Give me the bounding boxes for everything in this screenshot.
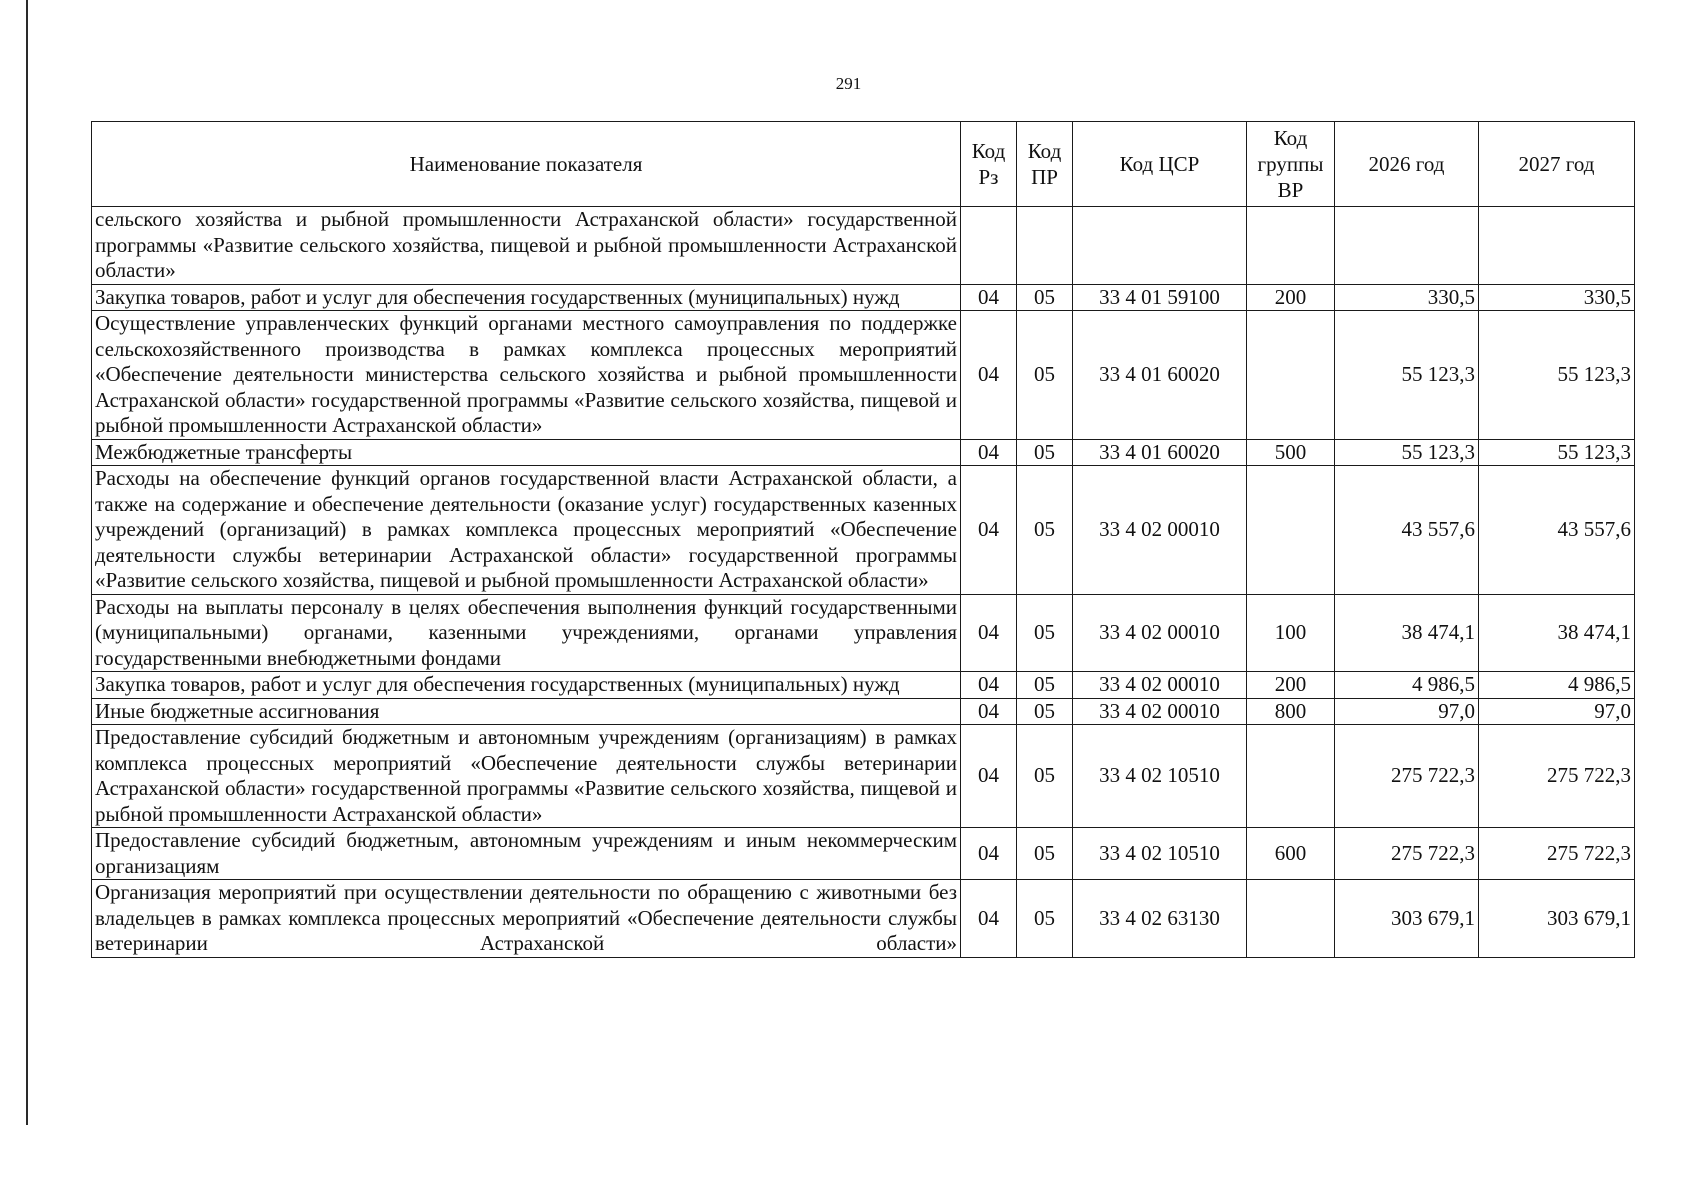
- row-name: Межбюджетные трансферты: [92, 439, 961, 466]
- row-name: Закупка товаров, работ и услуг для обеспечения государственных (муниципальных) нужд: [92, 672, 961, 699]
- row-name: Осуществление управленческих функций органами местного самоуправления по поддержке сельскохозяйственного производства в рамках комплекса процессных мероприятий «Обеспечение деятельности министерства сельского хозяйства и рыбной промышленности Астраханской области» государственной программы «Развитие сельского хозяйства, пищевой и рыбной промышленности Астраханской области»: [92, 311, 961, 440]
- row-value-2027: 38 474,1: [1479, 594, 1635, 672]
- row-kod-csr: 33 4 02 63130: [1073, 880, 1247, 958]
- table-row: [92, 725, 1635, 828]
- row-kod-csr: 33 4 02 10510: [1073, 725, 1247, 828]
- row-kod-vr: 600: [1247, 828, 1335, 880]
- row-kod-vr: 800: [1247, 698, 1335, 725]
- row-kod-pr: 05: [1017, 311, 1073, 440]
- page-number: 291: [835, 74, 862, 93]
- row-kod-csr: 33 4 02 00010: [1073, 594, 1247, 672]
- row-kod-vr: [1247, 207, 1335, 285]
- table-row: [92, 672, 1635, 699]
- row-kod-vr: 100: [1247, 594, 1335, 672]
- row-kod-rz: 04: [961, 311, 1017, 440]
- row-kod-pr: 05: [1017, 725, 1073, 828]
- row-kod-rz: 04: [961, 672, 1017, 699]
- table-header-row: [92, 122, 1635, 207]
- header-kod-vr: [1247, 122, 1335, 207]
- row-kod-rz: 04: [961, 284, 1017, 311]
- row-name: Закупка товаров, работ и услуг для обеспечения государственных (муниципальных) нужд: [92, 284, 961, 311]
- row-kod-pr: 05: [1017, 698, 1073, 725]
- row-kod-csr: 33 4 02 00010: [1073, 698, 1247, 725]
- header-kod-pr-line-1: Код: [1027, 139, 1062, 163]
- table-row: [92, 880, 1635, 958]
- row-kod-vr: [1247, 880, 1335, 958]
- row-kod-csr: 33 4 01 60020: [1073, 311, 1247, 440]
- header-kod-rz: [961, 122, 1017, 207]
- row-value-2026: 303 679,1: [1335, 880, 1479, 958]
- header-kod-rz-line-1: Код: [971, 139, 1006, 163]
- row-value-2026: [1335, 207, 1479, 285]
- row-value-2027: 55 123,3: [1479, 311, 1635, 440]
- row-name: Иные бюджетные ассигнования: [92, 698, 961, 725]
- row-kod-csr: 33 4 01 59100: [1073, 284, 1247, 311]
- row-value-2026: 55 123,3: [1335, 439, 1479, 466]
- row-kod-rz: 04: [961, 466, 1017, 595]
- row-kod-rz: 04: [961, 698, 1017, 725]
- header-kod-pr: [1017, 122, 1073, 207]
- row-kod-pr: 05: [1017, 880, 1073, 958]
- header-kod-pr-line-2: ПР: [1031, 165, 1058, 189]
- row-value-2027: 55 123,3: [1479, 439, 1635, 466]
- page-binding-line: [26, 0, 28, 1125]
- table-row: [92, 594, 1635, 672]
- row-value-2027: 330,5: [1479, 284, 1635, 311]
- row-kod-vr: [1247, 311, 1335, 440]
- row-kod-rz: 04: [961, 594, 1017, 672]
- row-kod-rz: 04: [961, 880, 1017, 958]
- row-kod-rz: 04: [961, 439, 1017, 466]
- row-kod-csr: [1073, 207, 1247, 285]
- row-kod-vr: 200: [1247, 284, 1335, 311]
- row-value-2027: 275 722,3: [1479, 828, 1635, 880]
- table-row: [92, 207, 1635, 285]
- row-name: Расходы на обеспечение функций органов государственной власти Астраханской области, а также на содержание и обеспечение деятельности (оказание услуг) государственных казенных учреждений (организаций) в рамках комплекса процессных мероприятий «Обеспечение деятельности службы ветеринарии Астраханской области» государственной программы «Развитие сельского хозяйства, пищевой и рыбной промышленности Астраханской области»: [92, 466, 961, 595]
- row-kod-rz: 04: [961, 725, 1017, 828]
- row-kod-vr: [1247, 725, 1335, 828]
- row-name: Расходы на выплаты персоналу в целях обеспечения выполнения функций государственными (муниципальными) органами, казенными учреждениями, органами управления государственными внебюджетными фондами: [92, 594, 961, 672]
- table-row: [92, 284, 1635, 311]
- header-kod-rz-line-2: Рз: [978, 165, 999, 189]
- row-kod-pr: 05: [1017, 466, 1073, 595]
- row-value-2026: 97,0: [1335, 698, 1479, 725]
- table-row: [92, 311, 1635, 440]
- row-kod-vr: 200: [1247, 672, 1335, 699]
- header-kod-vr-line-1: Код: [1273, 126, 1308, 150]
- row-value-2027: [1479, 207, 1635, 285]
- row-name: сельского хозяйства и рыбной промышленности Астраханской области» государственной программы «Развитие сельского хозяйства, пищевой и рыбной промышленности Астраханской области»: [92, 207, 961, 285]
- row-name: Предоставление субсидий бюджетным и автономным учреждениям (организациям) в рамках комплекса процессных мероприятий «Обеспечение деятельности службы ветеринарии Астраханской области» государственной программы «Развитие сельского хозяйства, пищевой и рыбной промышленности Астраханской области»: [92, 725, 961, 828]
- row-kod-pr: 05: [1017, 828, 1073, 880]
- budget-table: [91, 121, 1635, 958]
- row-kod-csr: 33 4 02 00010: [1073, 672, 1247, 699]
- row-value-2026: 43 557,6: [1335, 466, 1479, 595]
- row-value-2027: 275 722,3: [1479, 725, 1635, 828]
- row-value-2027: 97,0: [1479, 698, 1635, 725]
- header-name: Наименование показателя: [92, 122, 961, 207]
- header-kod-csr: Код ЦСР: [1073, 122, 1247, 207]
- row-value-2026: 275 722,3: [1335, 828, 1479, 880]
- header-kod-vr-line-2: группы: [1257, 152, 1324, 176]
- row-value-2026: 330,5: [1335, 284, 1479, 311]
- row-name: Предоставление субсидий бюджетным, автономным учреждениям и иным некоммерческим организациям: [92, 828, 961, 880]
- row-kod-rz: 04: [961, 828, 1017, 880]
- row-kod-pr: 05: [1017, 672, 1073, 699]
- table-row: [92, 698, 1635, 725]
- row-kod-vr: [1247, 466, 1335, 595]
- header-kod-vr-line-3: ВР: [1277, 178, 1304, 202]
- header-year-2026: 2026 год: [1335, 122, 1479, 207]
- row-name: Организация мероприятий при осуществлении деятельности по обращению с животными без владельцев в рамках комплекса процессных мероприятий «Обеспечение деятельности службы ветеринарии Астраханской области»: [92, 880, 961, 958]
- row-kod-pr: 05: [1017, 284, 1073, 311]
- row-value-2027: 4 986,5: [1479, 672, 1635, 699]
- row-kod-pr: 05: [1017, 439, 1073, 466]
- row-kod-csr: 33 4 02 00010: [1073, 466, 1247, 595]
- row-value-2027: 43 557,6: [1479, 466, 1635, 595]
- row-value-2026: 4 986,5: [1335, 672, 1479, 699]
- row-value-2026: 55 123,3: [1335, 311, 1479, 440]
- row-value-2026: 38 474,1: [1335, 594, 1479, 672]
- row-value-2026: 275 722,3: [1335, 725, 1479, 828]
- row-kod-csr: 33 4 01 60020: [1073, 439, 1247, 466]
- row-kod-rz: [961, 207, 1017, 285]
- header-year-2027: 2027 год: [1479, 122, 1635, 207]
- row-kod-pr: 05: [1017, 594, 1073, 672]
- row-kod-pr: [1017, 207, 1073, 285]
- row-kod-vr: 500: [1247, 439, 1335, 466]
- row-value-2027: 303 679,1: [1479, 880, 1635, 958]
- table-row: [92, 466, 1635, 595]
- row-kod-csr: 33 4 02 10510: [1073, 828, 1247, 880]
- table-row: [92, 828, 1635, 880]
- table-row: [92, 439, 1635, 466]
